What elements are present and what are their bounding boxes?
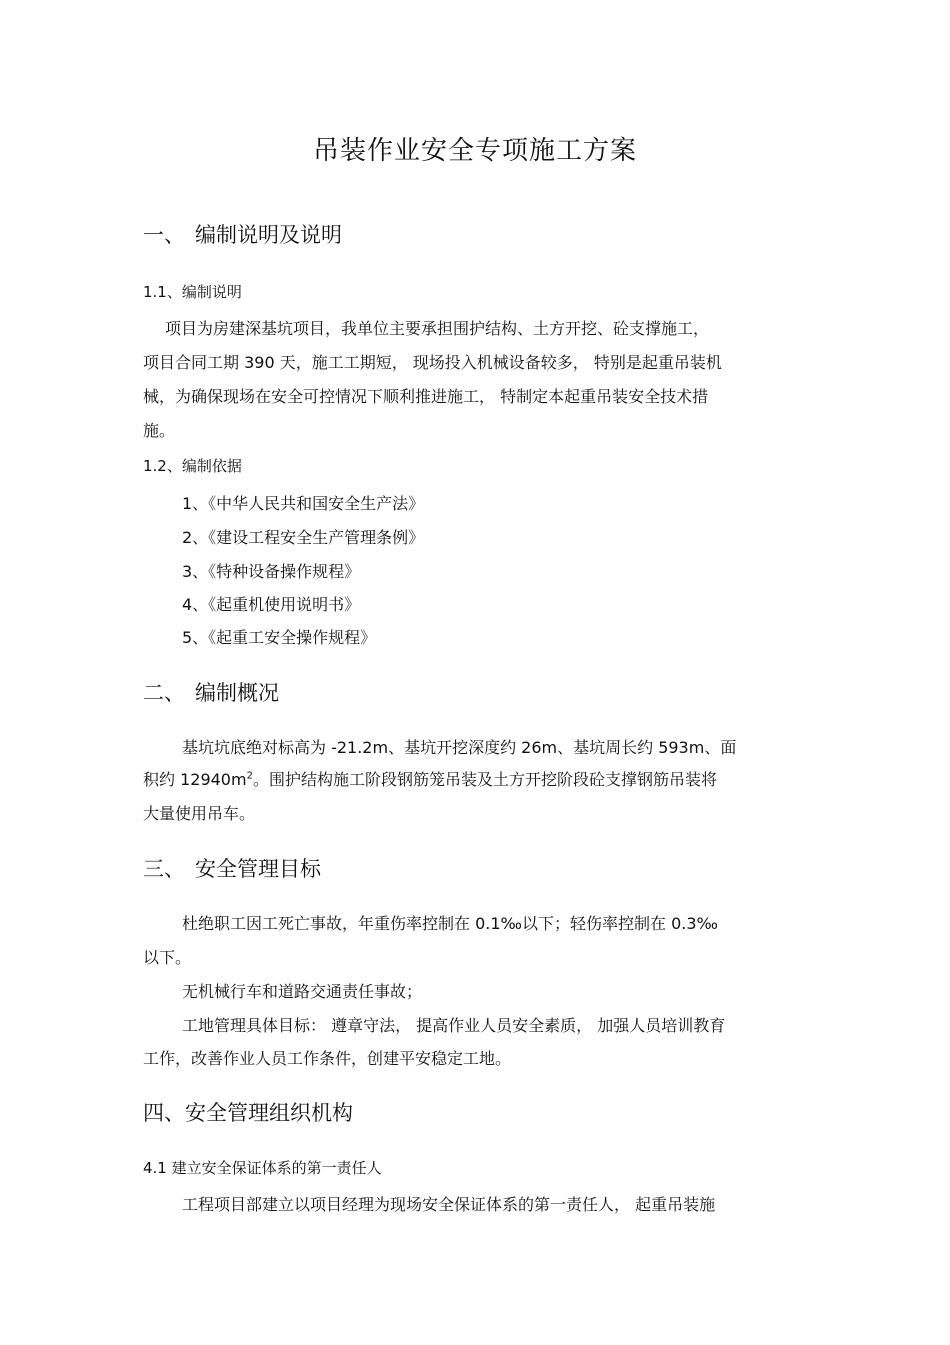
section-heading-3 — [143, 853, 321, 883]
superscript-2: 2 — [246, 770, 253, 782]
paragraph-line — [143, 767, 717, 790]
document-title: 吊装作业安全专项施工方案 — [312, 136, 637, 166]
paragraph-line: 施。 — [143, 421, 176, 440]
basis-list-item: 3、《特种设备操作规程》 — [182, 562, 361, 581]
paragraph-line: 基坑坑底绝对标高为 -21.2m、基坑开挖深度约 26m、基坑周长约 593m、面 — [182, 738, 737, 757]
subsection-heading-4-1: 4.1 建立安全保证体系的第一责任人 — [143, 1159, 382, 1177]
basis-list-item: 5、《起重工安全操作规程》 — [182, 628, 377, 647]
section-number: 三、 — [143, 857, 185, 881]
section-label: 安全管理目标 — [195, 857, 321, 881]
paragraph-line: 械，为确保现场在安全可控情况下顺利推进施工， 特制定本起重吊装安全技术措 — [143, 387, 709, 406]
section-label: 编制概况 — [195, 681, 279, 705]
paragraph-text: 。围护结构施工阶段钢筋笼吊装及土方开挖阶段砼支撑钢筋吊装将 — [252, 770, 717, 789]
subsection-heading-1-2: 1.2、编制依据 — [143, 457, 242, 475]
subsection-heading-1-1: 1.1、编制说明 — [143, 283, 242, 301]
basis-list-item: 4、《起重机使用说明书》 — [182, 595, 361, 614]
paragraph-line: 项目为房建深基坑项目，我单位主要承担围护结构、土方开挖、砼支撑施工， — [165, 319, 710, 338]
basis-list-item: 1、《中华人民共和国安全生产法》 — [182, 494, 425, 513]
basis-list-item: 2、《建设工程安全生产管理条例》 — [182, 528, 425, 547]
paragraph-line: 大量使用吊车。 — [143, 804, 256, 823]
section-number: 二、 — [143, 681, 185, 705]
paragraph-line: 杜绝职工因工死亡事故，年重伤率控制在 0.1‰以下；轻伤率控制在 0.3‰ — [182, 914, 719, 933]
paragraph-line: 无机械行车和道路交通责任事故； — [182, 982, 423, 1001]
section-heading-1 — [143, 219, 342, 249]
section-heading-4: 四、安全管理组织机构 — [143, 1101, 353, 1125]
section-label: 编制说明及说明 — [195, 223, 342, 247]
paragraph-line: 项目合同工期 390 天，施工工期短， 现场投入机械设备较多， 特别是起重吊装机 — [143, 353, 722, 372]
area-text: 积约 12940m — [143, 770, 247, 789]
section-heading-2 — [143, 677, 279, 707]
paragraph-line: 以下。 — [143, 948, 192, 967]
paragraph-line: 工地管理具体目标： 遵章守法， 提高作业人员安全素质， 加强人员培训教育 — [182, 1016, 726, 1035]
section-number: 一、 — [143, 223, 185, 247]
paragraph-line: 工作，改善作业人员工作条件，创建平安稳定工地。 — [143, 1049, 512, 1068]
paragraph-line: 工程项目部建立以项目经理为现场安全保证体系的第一责任人， 起重吊装施 — [182, 1195, 716, 1214]
